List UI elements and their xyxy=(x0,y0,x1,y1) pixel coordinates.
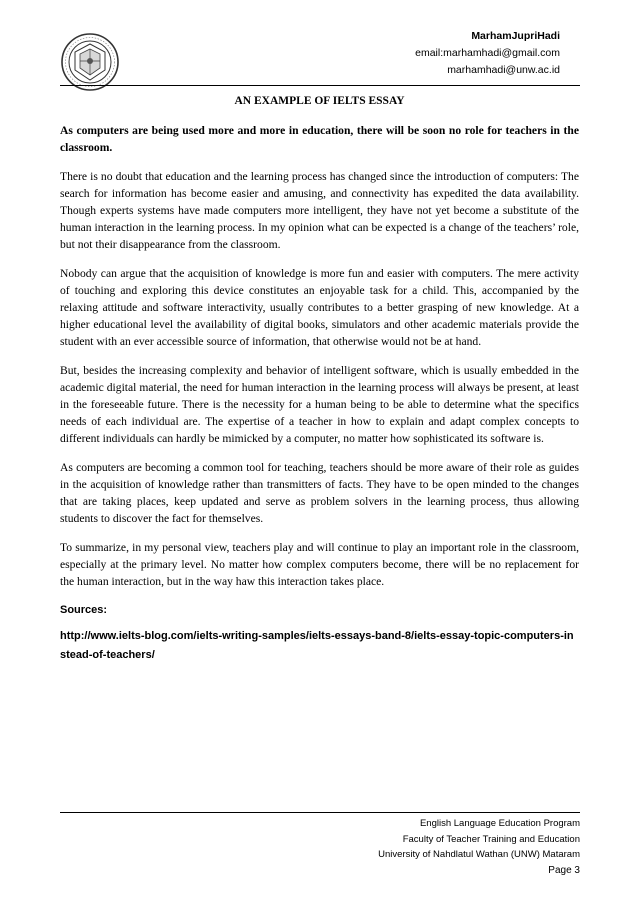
essay-paragraph-3: But, besides the increasing complexity and behavior of intelligent software, which is usually embedded in the academic digital material, the need for human interaction in the learning process will always be present, at least in the foreseeable future. There is the necessity for a human being to be able to determine what the specifics needs of each individual are. The expertise of a teacher in how to explain and adapt complex concepts to different individuals can hardly be mimicked by a computer, no matter how sophisticated its software is. xyxy=(60,364,579,445)
essay-paragraph-2: Nobody can argue that the acquisition of knowledge is more fun and easier with computers. The mere activity of touching and exploring this device constitutes an enjoyable task for a child. This, accompanied by the relaxing attitude and software interactivity, usually contributes to a better grasping of new knowledge. At a higher educational level the availability of digital books, simulators and other academic materials provide the student with an ever accessible source of information, that otherwise would not be at hand. xyxy=(60,267,579,348)
page-number: Page 3 xyxy=(548,864,580,876)
university-seal-icon xyxy=(60,32,120,92)
sources-heading: Sources: xyxy=(60,604,108,616)
footer-university: University of Nahdlatul Wathan (UNW) Mataram xyxy=(378,849,580,861)
author-name: MarhamJupriHadi xyxy=(471,30,560,42)
source-link[interactable]: http://www.ielts-blog.com/ielts-writing-samples/ielts-essays-band-8/ielts-essay-topic-computers-instead-of-teachers/ xyxy=(60,630,574,661)
essay-body xyxy=(60,93,579,665)
essay-paragraph-1: There is no doubt that education and the learning process has changed since the introduction of computers: The search for information has become easier and amusing, and connectivity has expedited the data availability. Though experts systems have made computers more intelligent, they have not yet become a substitute of the human interaction in the learning process. In my opinion what can be expected is a change of the teachers’ role, but not their disappearance from the classroom. xyxy=(60,170,579,251)
header-contact xyxy=(415,28,560,79)
header-divider xyxy=(60,85,580,86)
author-email-primary[interactable]: email:marhamhadi@gmail.com xyxy=(415,47,560,59)
author-email-secondary[interactable]: marhamhadi@unw.ac.id xyxy=(447,64,560,76)
essay-paragraph-5: To summarize, in my personal view, teachers play and will continue to play an important role in the classroom, especially at the primary level. No matter how complex computers become, there will be no replacement for the human interaction, but in the way haw this interaction takes place. xyxy=(60,541,579,588)
page-title: AN EXAMPLE OF IELTS ESSAY xyxy=(234,95,405,107)
page-footer xyxy=(378,816,580,878)
footer-faculty: Faculty of Teacher Training and Education xyxy=(402,833,580,845)
footer-divider xyxy=(60,812,580,813)
essay-prompt: As computers are being used more and more in education, there will be soon no role for teachers in the classroom. xyxy=(60,124,579,154)
footer-program: English Language Education Program xyxy=(419,818,580,829)
essay-paragraph-4: As computers are becoming a common tool for teaching, teachers should be more aware of their role as guides in the acquisition of knowledge rather than transmitters of facts. They have to be open minded to the changes that are taking places, keep updated and serve as problem solvers in the learning process, thus allowing students to discover the fact for themselves. xyxy=(60,461,579,525)
